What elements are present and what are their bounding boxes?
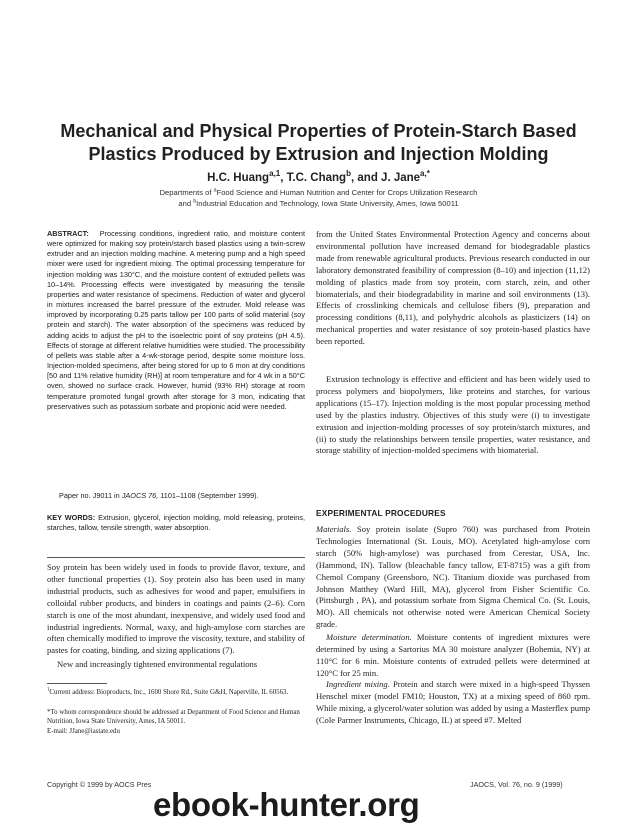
intro-paragraph-2: New and increasingly tightened environmental regulations	[57, 659, 258, 669]
mixing-paragraph: Ingredient mixing. Protein and starch were mixed in a high-speed Thyssen Henschel mixer (model FM10; Houston, TX) at a mixing speed of 860 rpm. While mixing, a glycerol/water solution was added by using a Masterflex pump (Cole Parmer Instruments, Chicago, IL) at speed #7. Melted	[316, 679, 590, 725]
author-superscript: b	[346, 169, 352, 179]
author-list	[40, 169, 597, 184]
paper-title	[40, 120, 597, 166]
footnote-email: E-mail: JJane@iastate.edu	[47, 728, 120, 735]
subheading: Materials.	[316, 524, 352, 534]
subheading: Ingredient mixing.	[326, 679, 390, 689]
materials-paragraph: Materials. Soy protein isolate (Supro 760) was purchased from Protein Technologies International (St. Louis, MO). Acetylated high-amylose corn starch (50% high-amylose) was purchased from Cerestar, USA, Inc. (Hammond, IN). Tallow (bleachable fancy tallow, ET-8715) was a gift from Chemol Company (Greensboro, NC). Titanium dioxide was purchased from Johnson Matthey (Ward Hill, MA), glycerol from Fisher Scientific Co. (Pittsburgh , PA), and potassium sorbate from Sigma Chemical Co. (St. Louis, MO). All chemicals not otherwise noted were American Chemical Society grade.	[316, 524, 590, 630]
watermark-text: ebook-hunter.org	[153, 786, 420, 823]
footnote-2: *To whom correspondence should be addressed at Department of Food Science and Human Nutrition, Iowa State University, Ames, IA 50011.	[47, 709, 300, 726]
abstract-text: Processing conditions, ingredient ratio, and moisture content were optimized for making soy protein/starch based plastics using a twin-screw extruder and an injection molding machine. A metering pump and a high speed mixer were used for ingredient mixing. The optimal processing temperature for injection molding was 130°C, and the moisture content of extruded pellets was 10–14%. Processing effects were investigated by measuring the tensile properties and water resistance of specimens. Reduction of water and glycerol in mixtures increased the barrel pressure of the extruder. Mold release was improved by incorporating 0.25 parts tallow per 100 parts of solid material (soy protein and starch). The water absorption of the specimens was reduced by adding acids to adjust the pH to the isoelectric point of soy proteins (pH 4.5). Effects of storage at different relative humidities were studied. The processibility of pellets was stable after a 4-wk-storage period, despite some moisture loss. Injection-molded specimens, after being stored for up to 6 mon at dry conditions [50 and 11% relative humidity (RH)] at room temperature and for 4 wk in a 50°C oven, showed no surface crack. However, humid (93% RH) storage at room temperature promoted fungal growth after storage for 3 mon, indicating that preservatives such as potassium sorbate and propionic acid were needed.	[47, 229, 305, 411]
journal-citation: JAOCS 76,	[121, 491, 159, 500]
author-superscript: a,1	[269, 169, 281, 179]
title-line-1: Mechanical and Physical Properties of Protein-Starch Based	[60, 121, 577, 141]
affiliation-line-2: Industrial Education and Technology, Iowa State University, Ames, Iowa 50011	[196, 199, 459, 208]
right-paragraph-2: Extrusion technology is effective and efficient and has been widely used to process polymers and biopolymers, like proteins and starches, for various applications (15–17). Injection molding is the most popular processing method used by the plastics industry. Objectives of this study were (i) to investigate extrusion and injection-molding processes of soy protein/starch mixtures, and (ii) to study the relationships between tensile properties, water resistance, and storage stability of injection-molded specimens with biomaterial.	[316, 374, 590, 456]
section-divider	[47, 557, 305, 558]
footnote-divider	[47, 683, 107, 684]
keywords	[47, 513, 305, 533]
subheading: Moisture determination.	[326, 632, 412, 642]
journal-reference: JAOCS, Vol. 76, no. 9 (1999)	[470, 780, 563, 789]
abstract-label: ABSTRACT:	[47, 229, 89, 238]
section-heading: EXPERIMENTAL PROCEDURES	[316, 508, 446, 518]
keywords-label: KEY WORDS:	[47, 513, 96, 522]
affiliations: Departments of $^a$Food Science and Human Nutrition and Center for Crops Utilization Research and $^b$Industrial Education and Technology, Iowa State University, Ames, Iowa 50011	[159, 187, 478, 208]
intro-paragraph-1: Soy protein has been widely used in foods to provide flavor, texture, and other functional properties (1). Soy protein also has been used in many industrial products, such as adhesives for wood and paper, emulsifiers in colloidal rubber products, and binders in coatings and paints (2–6). Corn starch is one of the most abundant, inexpensive, and widely used food and industrial ingredients. Normal, waxy, and high-amylose corn starches are often chemically modified to improve the viscosity, texture, and stability of pastes for coating, binding, and sizing applications (7).	[47, 562, 305, 656]
moisture-paragraph: Moisture determination. Moisture contents of ingredient mixtures were determined by using a Sartorius MA 30 moisture analyzer (Bohemia, NY) at 110°C for 6 min. Moisture contents of extruded pellets were determined at 120°C for 25 min.	[316, 632, 590, 678]
title-line-2: Plastics Produced by Extrusion and Injection Molding	[88, 144, 549, 164]
author-separator: , and	[351, 172, 382, 184]
keywords-text: Extrusion, glycerol, injection molding, mold releasing, proteins, starches, tallow, tensile strength, water absorption.	[47, 513, 305, 533]
right-paragraph-1: from the United States Environmental Protection Agency and concerns about environmental pollution have increased demand for biodegradable plastics made from renewable agricultural products. Previous research conducted in our laboratory demonstrated feasibility of compression (8–10) and injection (11,12) molding of plastics made from soy protein, corn starch, zein, and other biomaterials, and their biodegradability in marine and soil environments (13). Effects of crosslinking chemicals and cellulose fibers (9), preparation and processing conditions (8,11), and polyhydric alcohols as plasticizers (14) on mechanical properties and water resistance of soy protein-based plastics have been reported.	[316, 229, 590, 347]
paper-number: Paper no. J9011 in JAOCS 76, 1101–1108 (September 1999).	[59, 491, 259, 500]
affiliation-line-1: Food Science and Human Nutrition and Center for Crops Utilization Research	[216, 188, 478, 197]
author-name: J. Jane	[381, 172, 421, 184]
footnote-1: $^1$Current address: Bioproducts, Inc., 1600 Shore Rd., Suite G&H, Naperville, IL 60563.	[47, 687, 289, 696]
abstract	[47, 229, 305, 412]
author-superscript: a,*	[420, 169, 430, 179]
copyright-notice: Copyright © 1999 by AOCS Pres	[47, 780, 152, 789]
author-separator: ,	[280, 172, 287, 184]
author-name: H.C. Huang	[207, 172, 270, 184]
author-name: T.C. Chang	[286, 172, 347, 184]
